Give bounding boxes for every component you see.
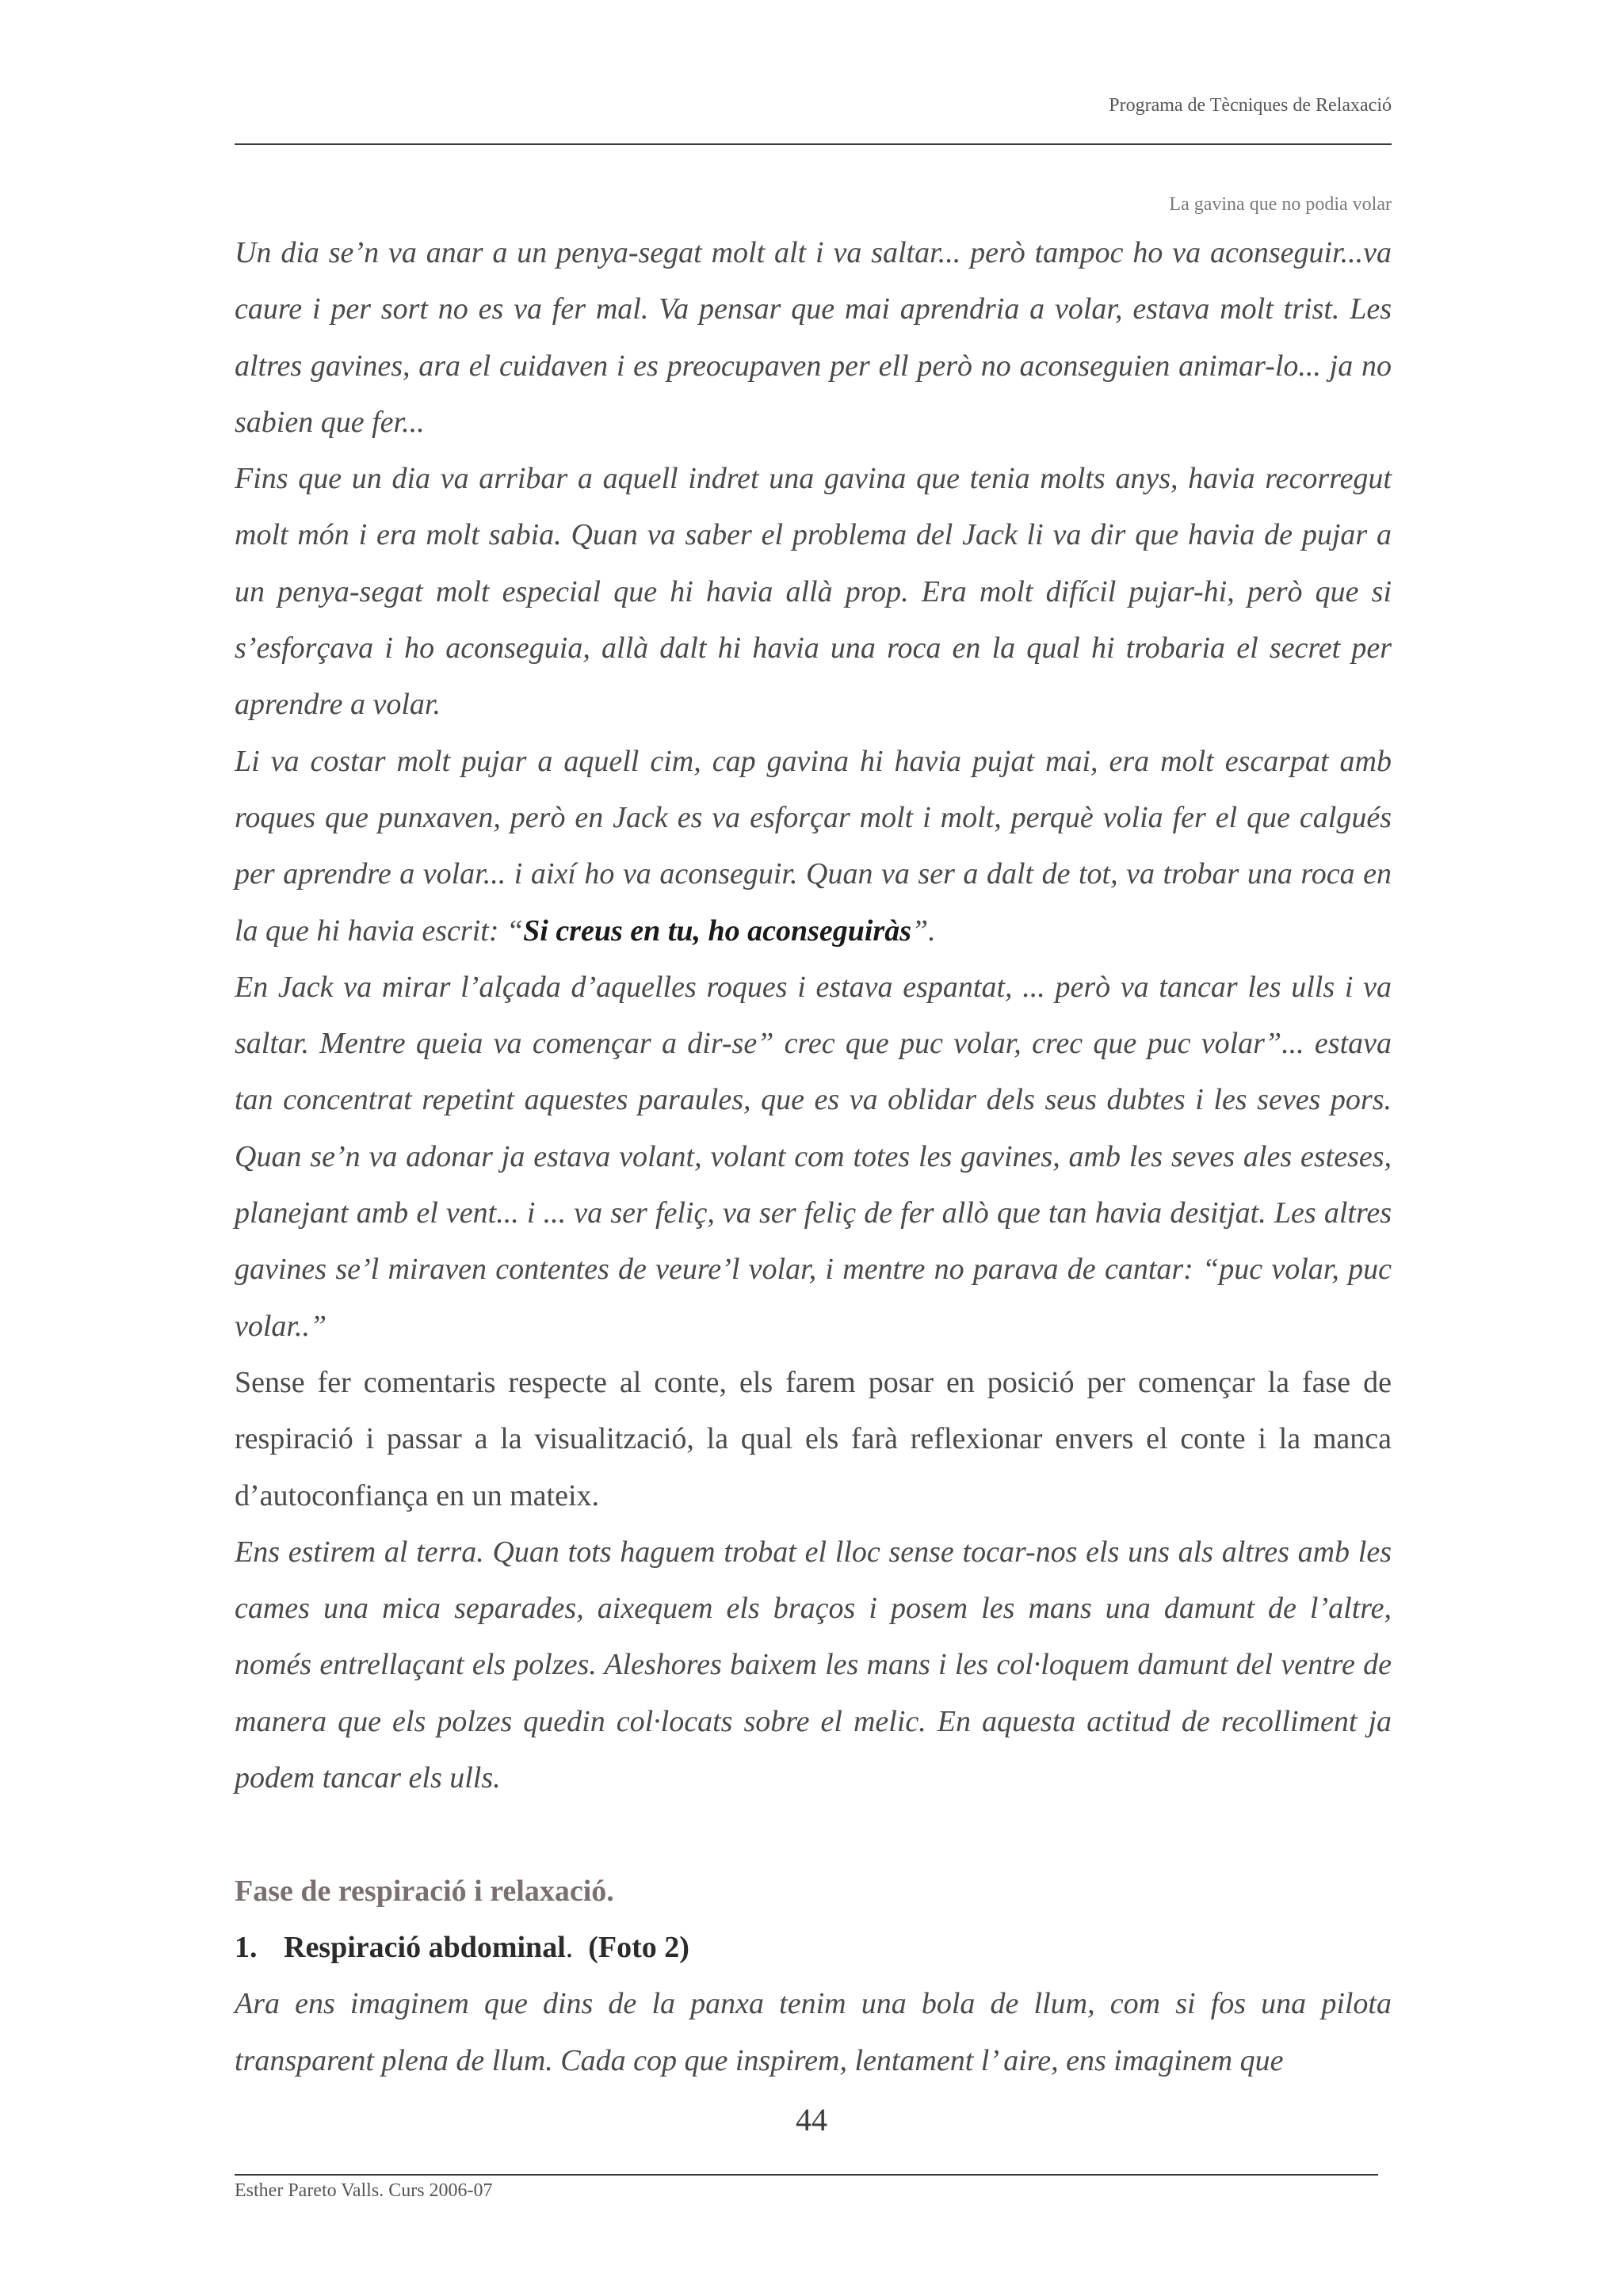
item-title-period: . xyxy=(565,1930,574,1964)
photo-reference: (Foto 2) xyxy=(588,1930,689,1964)
page-number: 44 xyxy=(796,2102,827,2138)
paragraph-4: En Jack va mirar l’alçada d’aquelles roques i estava espantat, ... però va tancar les ulls i va saltar. Mentre queia va començar a dir-se” crec que puc volar, crec que puc volar”... estava tan concentrat repetint aquestes paraules, que es va oblidar dels seus dubtes i les seves pors. Quan se’n va adonar ja estava volant, volant com totes les gavines, amb les seves ales esteses, planejant amb el vent... i ... va ser feliç, va ser feliç de fer allò que tan havia desitjat. Les altres gavines se’l miraven contentes de veure’l volar, i mentre no parava de cantar: “puc volar, puc volar..” xyxy=(235,970,1392,1343)
paragraph-1: Un dia se’n va anar a un penya-segat molt alt i va saltar... però tampoc ho va aconseguir...va caure i per sort no es va fer mal. Va pensar que mai aprendria a volar, estava molt trist. Les altres gavines, ara el cuidaven i es preocupaven per ell però no aconseguien animar-lo... ja no sabien que fer... xyxy=(235,236,1392,439)
paragraph-3 xyxy=(235,734,1392,959)
rock-inscription: Si creus en tu, ho aconseguiràs xyxy=(523,913,912,948)
paragraph-3-end: ”. xyxy=(911,913,936,948)
running-header-title: Programa de Tècniques de Relaxació xyxy=(1109,95,1392,116)
numbered-item-1 xyxy=(235,1920,1392,1976)
item-title: Respiració abdominal xyxy=(284,1930,566,1964)
footer-divider xyxy=(235,2174,1378,2176)
paragraph-6: Ens estirem al terra. Quan tots haguem trobat el lloc sense tocar-nos els uns als altres amb les cames una mica separades, aixequem els braços i posem les mans una damunt de l’altre, només entrellaçant els polzes. Aleshores baixem les mans i les col·loquem damunt del ventre de manera que els polzes quedin col·locats sobre el melic. En aquesta actitud de recolliment ja podem tancar els ulls. xyxy=(235,1535,1392,1795)
section-label: La gavina que no podia volar xyxy=(1169,194,1392,215)
document-body xyxy=(235,225,1392,2089)
paragraph-3-text: Li va costar molt pujar a aquell cim, cap gavina hi havia pujat mai, era molt escarpat amb roques que punxaven, però en Jack es va esforçar molt i molt, perquè volia fer el que calgués per aprendre a volar... i així ho va aconseguir. Quan va ser a dalt de tot, va trobar una roca en la que hi havia escrit: “ xyxy=(235,744,1392,948)
section-heading: Fase de respiració i relaxació. xyxy=(235,1874,614,1908)
header-divider xyxy=(235,143,1392,145)
item-number: 1. xyxy=(235,1930,258,1964)
paragraph-2: Fins que un dia va arribar a aquell indret una gavina que tenia molts anys, havia recorregut molt món i era molt sabia. Quan va saber el problema del Jack li va dir que havia de pujar a un penya-segat molt especial que hi havia allà prop. Era molt difícil pujar-hi, però que si s’esforçava i ho aconseguia, allà dalt hi havia una roca en la qual hi trobaria el secret per aprendre a volar. xyxy=(235,462,1392,722)
paragraph-gap xyxy=(235,1806,1392,1863)
footer-author: Esther Pareto Valls. Curs 2006-07 xyxy=(235,2180,493,2201)
paragraph-5: Sense fer comentaris respecte al conte, els farem posar en posició per començar la fase de respiració i passar a la visualització, la qual els farà reflexionar envers el conte i la manca d’autoconfiança en un mateix. xyxy=(235,1365,1392,1512)
paragraph-7: Ara ens imaginem que dins de la panxa tenim una bola de llum, com si fos una pilota transparent plena de llum. Cada cop que inspirem, lentament l’ aire, ens imaginem que xyxy=(235,1987,1392,2077)
